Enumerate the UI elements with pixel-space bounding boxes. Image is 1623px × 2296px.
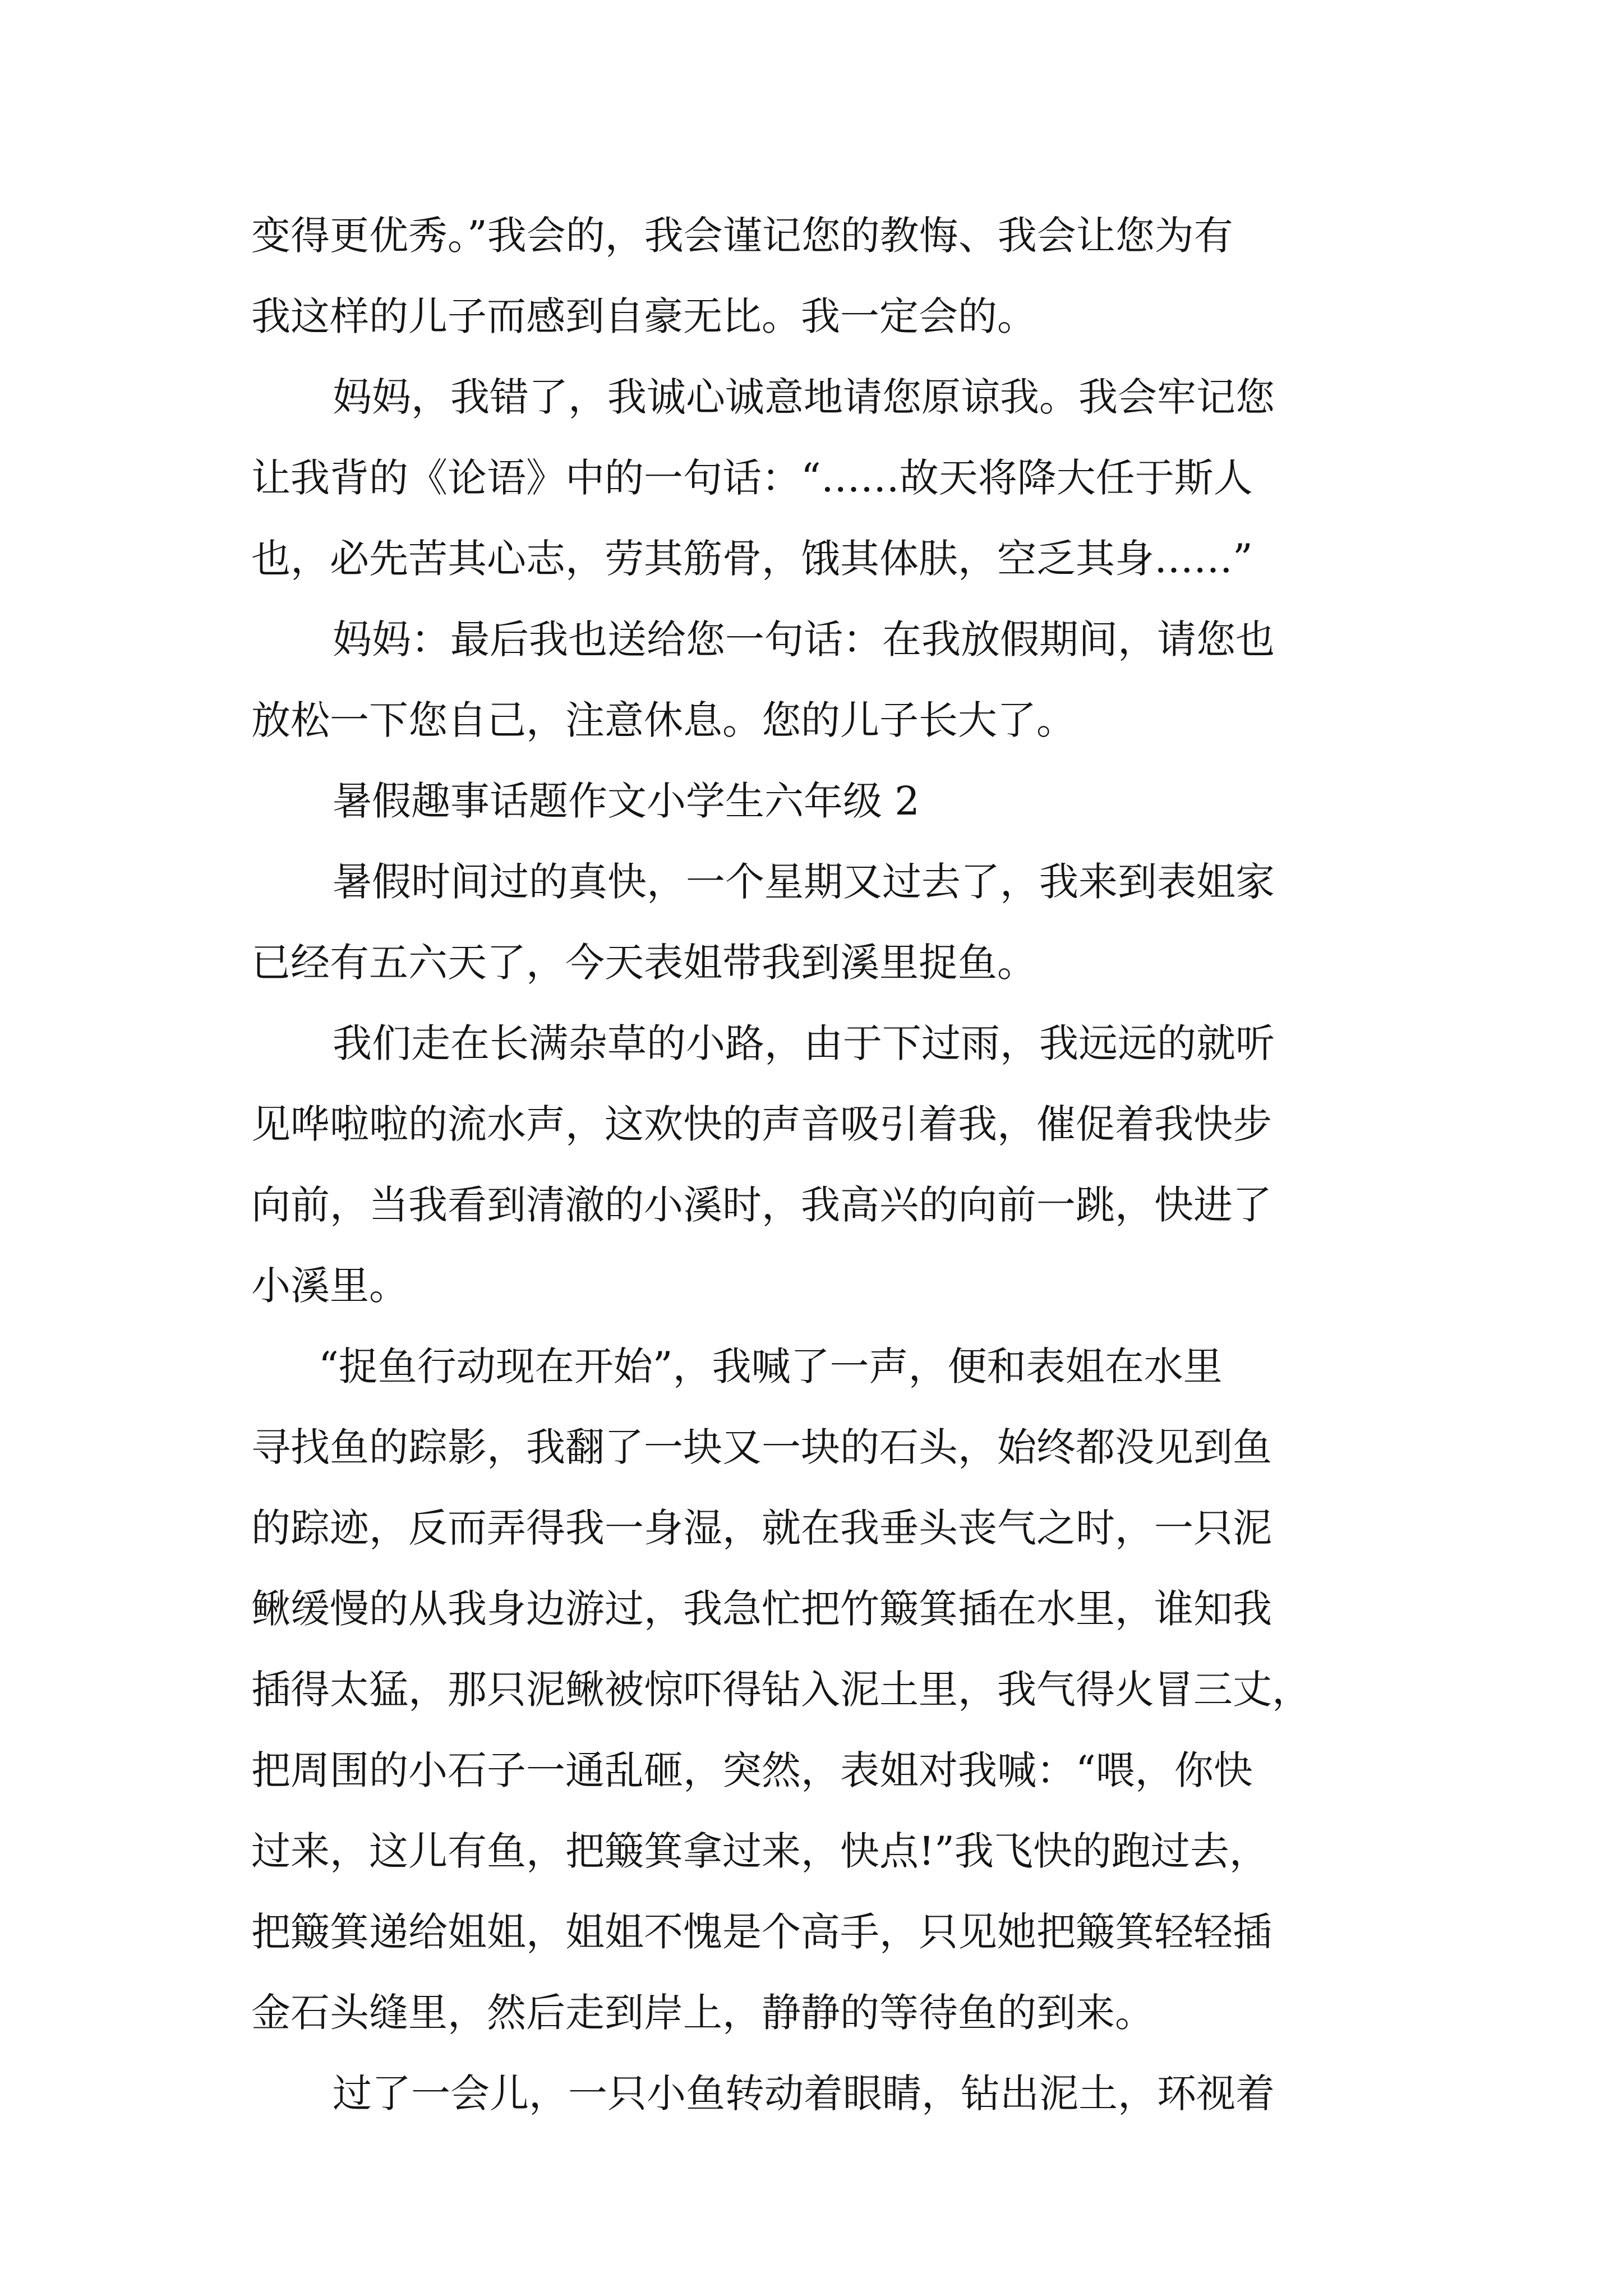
paragraph-start-line: 过了一会儿，一只小鱼转动着眼睛，钻出泥土，环视着 <box>333 2070 1275 2116</box>
text-line: 让我背的《论语》中的一句话：“……故天将降大任于斯人 <box>251 455 1253 501</box>
text-line: 变得更优秀。”我会的，我会谨记您的教悔、我会让您为有 <box>251 213 1233 259</box>
paragraph-start-line: 我们走在长满杂草的小路，由于下过雨，我远远的就听 <box>333 1020 1275 1066</box>
body-text <box>251 195 1373 2134</box>
paragraph-start-line: 暑假时间过的真快，一个星期又过去了，我来到表姐家 <box>333 859 1275 905</box>
text-line: 向前，当我看到清澈的小溪时，我高兴的向前一跳，快进了 <box>251 1182 1272 1228</box>
text-line: 的踪迹，反而弄得我一身湿，就在我垂头丧气之时，一只泥 <box>251 1505 1272 1551</box>
text-line: 过来，这儿有鱼，把簸箕拿过来，快点!”我飞快的跑过去， <box>251 1828 1269 1874</box>
paragraph-start-line: 妈妈：最后我也送给您一句话：在我放假期间，请您也 <box>333 616 1275 662</box>
text-line: 把簸箕递给姐姐，姐姐不愧是个高手，只见她把簸箕轻轻插 <box>251 1909 1272 1955</box>
text-line: 放松一下您自己，注意休息。您的儿子长大了。 <box>251 697 1076 743</box>
text-line: 见哗啦啦的流水声，这欢快的声音吸引着我，催促着我快步 <box>251 1101 1272 1147</box>
text-line: 也，必先苦其心志，劳其筋骨，饿其体肤，空乏其身……” <box>251 536 1253 582</box>
text-line: 我这样的儿子而感到自豪无比。我一定会的。 <box>251 293 1036 339</box>
text-line: 已经有五六天了，今天表姐带我到溪里捉鱼。 <box>251 940 1036 986</box>
text-line: 插得太猛，那只泥鳅被惊吓得钻入泥土里，我气得火冒三丈， <box>251 1667 1311 1713</box>
section-heading: 暑假趣事话题作文小学生六年级 2 <box>333 778 920 824</box>
text-line: 寻找鱼的踪影，我翻了一块又一块的石头，始终都没见到鱼 <box>251 1424 1272 1470</box>
text-line: 把周围的小石子一通乱砸，突然，表姐对我喊：“喂，你快 <box>251 1747 1253 1793</box>
paragraph-start-line: 妈妈，我错了，我诚心诚意地请您原谅我。我会牢记您 <box>333 374 1275 420</box>
text-line: 小溪里。 <box>251 1263 408 1309</box>
paragraph-start-line: “捉鱼行动现在开始”，我喊了一声，便和表姐在水里 <box>319 1343 1223 1389</box>
text-line: 鳅缓慢的从我身边游过，我急忙把竹簸箕插在水里，谁知我 <box>251 1586 1272 1632</box>
text-line: 金石头缝里，然后走到岸上，静静的等待鱼的到来。 <box>251 1990 1154 2036</box>
